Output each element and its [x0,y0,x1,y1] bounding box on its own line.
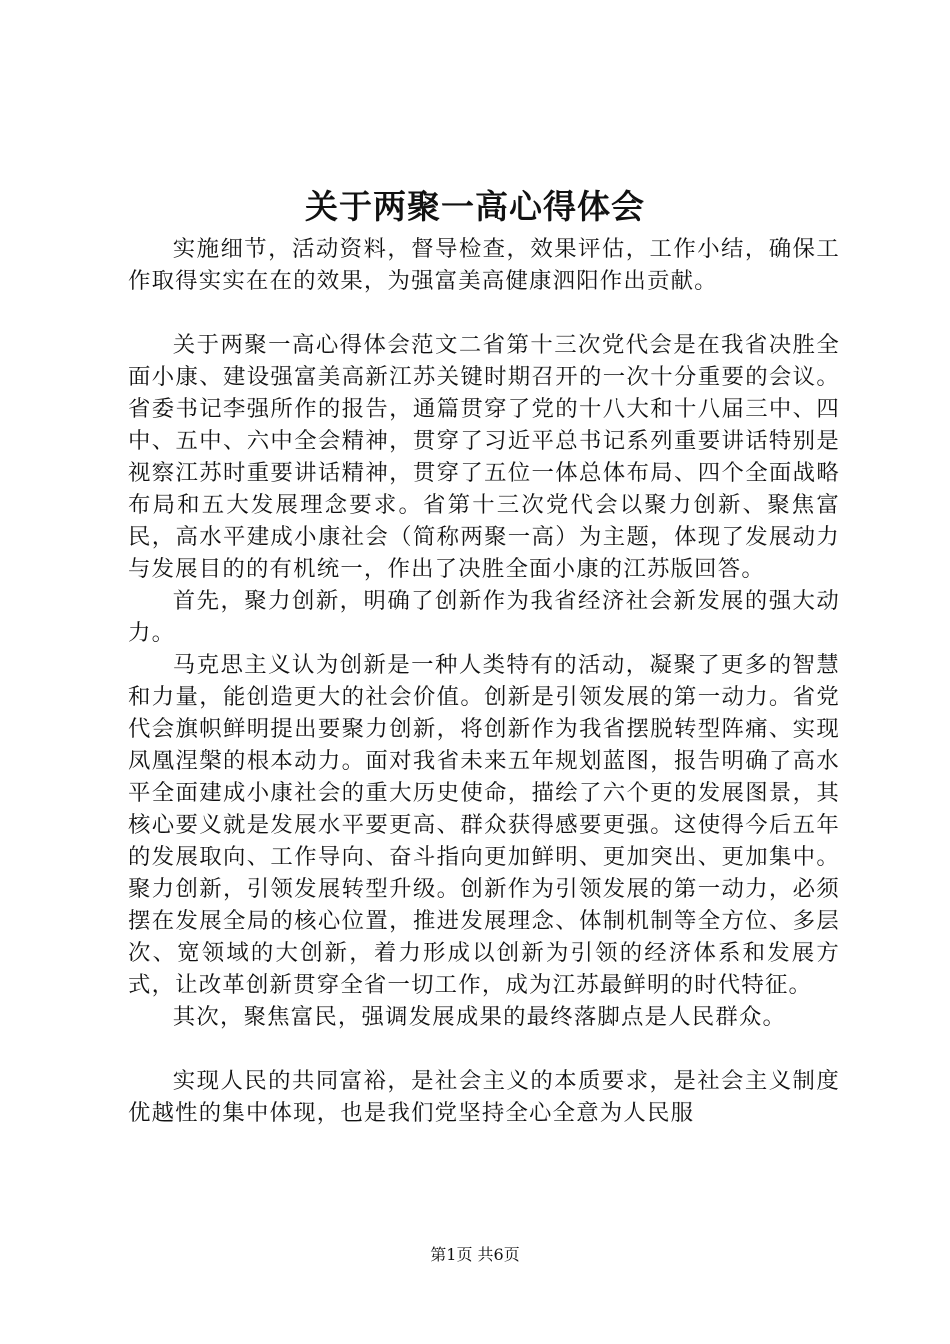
paragraph: 实施细节，活动资料，督导检查，效果评估，工作小结，确保工作取得实实在在的效果，为强富美高健康泗阳作出贡献。 [128,236,840,294]
page-number-footer: 第1页 共6页 [430,1245,520,1264]
paragraph: 实现人民的共同富裕，是社会主义的本质要求，是社会主义制度优越性的集中体现，也是我们党坚持全心全意为人民服 [128,1068,840,1126]
paragraph: 其次，聚焦富民，强调发展成果的最终落脚点是人民群众。 [172,1004,787,1030]
paragraph: 首先，聚力创新，明确了创新作为我省经济社会新发展的强大动力。 [128,588,840,646]
paragraph: 马克思主义认为创新是一种人类特有的活动，凝聚了更多的智慧和力量，能创造更大的社会价值。创新是引领发展的第一动力。省党代会旗帜鲜明提出要聚力创新，将创新作为我省摆脱转型阵痛、实现凤凰涅槃的根本动力。面对我省未来五年规划蓝图，报告明确了高水平全面建成小康社会的重大历史使命，描绘了六个更的发展图景，其核心要义就是发展水平要更高、群众获得感要更强。这使得今后五年的发展取向、工作导向、奋斗指向更加鲜明、更加突出、更加集中。聚力创新，引领发展转型升级。创新作为引领发展的第一动力，必须摆在发展全局的核心位置，推进发展理念、体制机制等全方位、多层次、宽领域的大创新，着力形成以创新为引领的经济体系和发展方式，让改革创新贯穿全省一切工作，成为江苏最鲜明的时代特征。 [128,652,840,998]
document-body [128,233,840,1129]
document-title: 关于两聚一高心得体会 [305,187,645,226]
paragraph: 关于两聚一高心得体会范文二省第十三次党代会是在我省决胜全面小康、建设强富美高新江苏关键时期召开的一次十分重要的会议。省委书记李强所作的报告，通篇贯穿了党的十八大和十八届三中、四中、五中、六中全会精神，贯穿了习近平总书记系列重要讲话特别是视察江苏时重要讲话精神，贯穿了五位一体总体布局、四个全面战略布局和五大发展理念要求。省第十三次党代会以聚力创新、聚焦富民，高水平建成小康社会（简称两聚一高）为主题，体现了发展动力与发展目的的有机统一，作出了决胜全面小康的江苏版回答。 [128,332,840,582]
